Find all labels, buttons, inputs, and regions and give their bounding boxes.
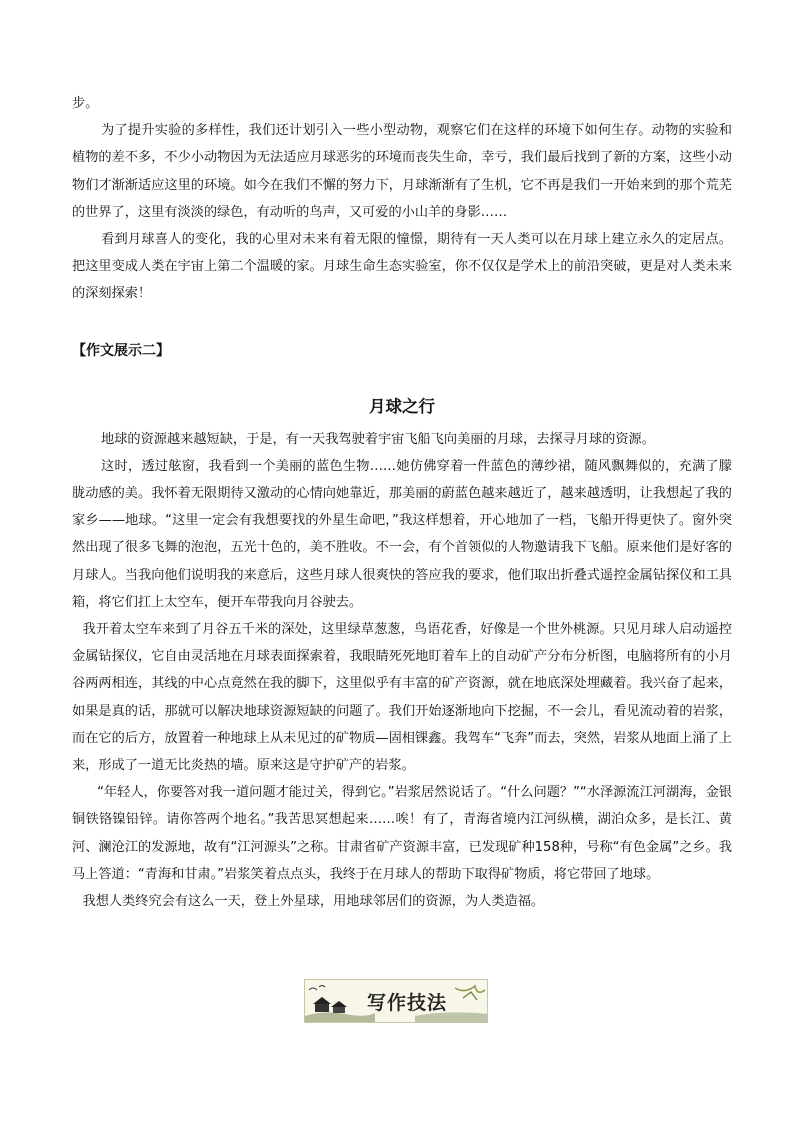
paragraph-future: 看到月球喜人的变化，我的心里对未来有着无限的憧憬，期待有一天人类可以在月球上建立永久的定居点。把这里变成人类在宇宙上第二个温暖的家。月球生命生态实验室，你不仅仅是学术上的前沿突破，更是对人类未来的深刻探索！	[72, 232, 732, 302]
section-title: 【作文展示二】	[72, 342, 170, 359]
essay-paragraph: 我想人类终究会有这么一天，登上外星球，用地球邻居们的资源，为人类造福。	[82, 894, 545, 910]
writing-technique-banner	[304, 979, 488, 1023]
essay-paragraph: 这时，透过舷窗，我看到一个美丽的蓝色生物……她仿佛穿着一件蓝色的薄纱裙，随风飘舞似的，充满了朦胧动感的美。我怀着无限期待又激动的心情向她靠近，那美丽的蔚蓝色越来越近了，越来越透明，让我想起了我的家乡——地球。“这里一定会有我想要找的外星生命吧，”我这样想着，开心地加了一档，飞船开得更快了。窗外突然出现了很多飞舞的泡泡，五光十色的，美不胜收。不一会，有个首领似的人物邀请我下飞船。原来他们是好客的月球人。当我向他们说明我的来意后，这些月球人很爽快的答应我的要求，他们取出折叠式遥控金属钻探仪和工具箱，将它们扛上太空车，便开车带我向月谷驶去。	[72, 458, 732, 610]
essay-paragraph: 我开着太空车来到了月谷五千米的深处，这里绿草葱葱，鸟语花香，好像是一个世外桃源。只见月球人启动遥控金属钻探仪，它自由灵活地在月球表面探索着，我眼睛死死地盯着车上的自动矿产分布分析图，电脑将所有的小月谷两两相连，其线的中心点竟然在我的脚下，这里似乎有丰富的矿产资源，就在地底深处埋藏着。我兴奋了起来，如果是真的话，那就可以解决地球资源短缺的问题了。我们开始逐渐地向下挖掘，不一会儿，看见流动着的岩浆，而在它的后方，放置着一种地球上从未见过的矿物质—固相锞鑫。我驾车“飞奔”而去，突然，岩浆从地面上涌了上来，形成了一道无比炎热的墙。原来这是守护矿产的岩浆。	[72, 622, 732, 774]
document-body	[72, 90, 732, 915]
paragraph-fragment: 步。	[72, 96, 99, 111]
essay-title: 月球之行	[369, 396, 435, 416]
essay-paragraph: “年轻人，你要答对我一道问题才能过关，得到它。”岩浆居然说话了。“什么问题？”“水泽源流江河湖海，金银铜铁铬镍铅锌。请你答两个地名。”我苦思冥想起来……唉！有了，青海省境内江河纵横，湖泊众多，是长江、黄河、澜沧江的发源地，故有“江河源头”之称。甘肃省矿产资源丰富，已发现矿种158种，号称“有色金属”之乡。我马上答道：“青海和甘肃。”岩浆笑着点点头，我终于在月球人的帮助下取得矿物质，将它带回了地球。	[72, 785, 732, 882]
essay-paragraph: 地球的资源越来越短缺，于是，有一天我驾驶着宇宙飞船飞向美丽的月球，去探寻月球的资源。	[101, 431, 655, 447]
paragraph-animals: 为了提升实验的多样性，我们还计划引入一些小型动物，观察它们在这样的环境下如何生存。动物的实验和植物的差不多，不少小动物因为无法适应月球恶劣的环境而丧失生命，幸亏，我们最后找到了新的方案，这些小动物们才渐渐适应这里的环境。如今在我们不懈的努力下，月球渐渐有了生机，它不再是我们一开始来到的那个荒芜的世界了，这里有淡淡的绿色，有动听的鸟声，又可爱的小山羊的身影……	[72, 123, 732, 220]
banner-label: 写作技法	[367, 992, 448, 1014]
